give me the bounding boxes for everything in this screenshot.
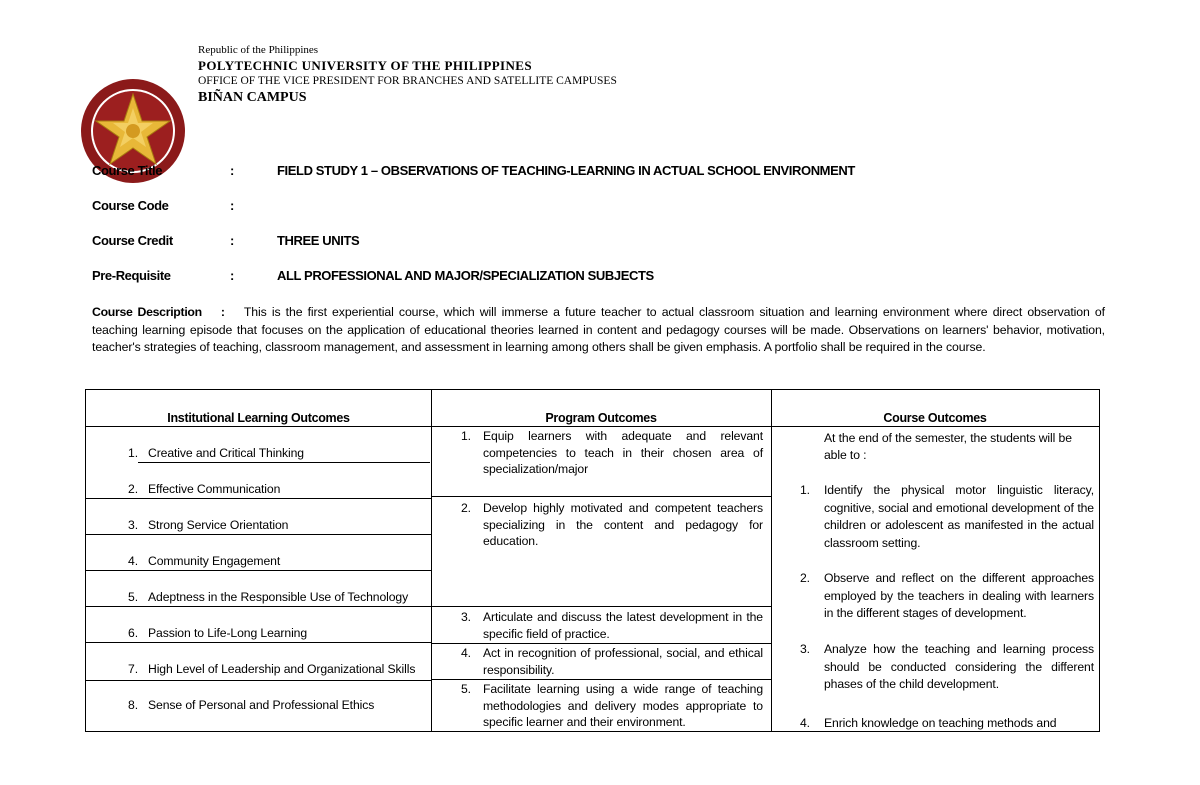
office-name: OFFICE OF THE VICE PRESIDENT FOR BRANCHES AND SATELLITE CAMPUSES <box>198 75 617 87</box>
po-item: 3. Articulate and discuss the latest development in the specific field of practice. <box>461 610 763 641</box>
letterhead <box>198 44 617 107</box>
university-name: POLYTECHNIC UNIVERSITY OF THE PHILIPPINES <box>198 58 533 73</box>
course-title-value: FIELD STUDY 1 – OBSERVATIONS OF TEACHING-LEARNING IN ACTUAL SCHOOL ENVIRONMENT <box>277 163 855 178</box>
co-intro: At the end of the semester, the students will be able to : <box>824 431 1072 462</box>
course-title-label: Course Title <box>92 163 163 178</box>
campus-name: BIÑAN CAMPUS <box>198 90 307 105</box>
colon: : <box>220 305 225 319</box>
ilo-item: 5. Adeptness in the Responsible Use of Technology <box>128 590 409 604</box>
course-code-label: Course Code <box>92 198 169 213</box>
ilo-item: 4. Community Engagement <box>128 554 281 568</box>
prerequisite-value: ALL PROFESSIONAL AND MAJOR/SPECIALIZATION SUBJECTS <box>277 268 654 283</box>
po-item: 1. Equip learners with adequate and relevant competencies to teach in their chosen area of specialization/major <box>461 429 763 476</box>
course-description-label: Course Description <box>92 305 202 319</box>
po-item: 4. Act in recognition of professional, social, and ethical responsibility. <box>461 646 763 677</box>
ilo-item: 2. Effective Communication <box>128 482 281 496</box>
course-description-text: This is the first experiential course, which will immerse a future teacher to actual classroom situation and learning environment where direct observation of teaching learning episode that focuses on the application of educational theories learned in content and pedagogy courses will be made. Observations on learners' behavior, motivation, teacher's strategies of teaching, classroom management, and assessment in learning among others shall be given emphasis. A portfolio shall be required in the course. <box>92 305 1105 354</box>
co-item: 1. Identify the physical motor linguistic literacy, cognitive, social and emotional development of the children or adolescent as manifested in the actual classroom setting. <box>800 483 1094 550</box>
co-header: Course Outcomes <box>883 411 987 425</box>
co-item: 4. Enrich knowledge on teaching methods and <box>800 716 1057 730</box>
prerequisite-label: Pre-Requisite <box>92 268 171 283</box>
po-header: Program Outcomes <box>545 411 657 425</box>
ilo-item: 3. Strong Service Orientation <box>128 518 289 532</box>
colon: : <box>230 163 234 178</box>
course-credit-label: Course Credit <box>92 233 173 248</box>
ilo-item: 8. Sense of Personal and Professional Ethics <box>128 698 375 712</box>
po-item: 5. Facilitate learning using a wide range of teaching methodologies and delivery modes appropriate to specific learner and their environment. <box>461 682 763 729</box>
course-credit-value: THREE UNITS <box>277 233 360 248</box>
po-item: 2. Develop highly motivated and competent teachers specializing in the content and pedagogy for education. <box>461 501 763 548</box>
ilo-item: 7. High Level of Leadership and Organizational Skills <box>128 662 416 676</box>
course-description <box>92 304 1105 357</box>
co-item: 2. Observe and reflect on the different approaches employed by the teachers in dealing with learners in the different stages of development. <box>800 571 1094 620</box>
ilo-item: 1. Creative and Critical Thinking <box>128 446 304 460</box>
colon: : <box>230 198 234 213</box>
co-item: 3. Analyze how the teaching and learning process should be conducted considering the different phases of the child development. <box>800 642 1094 691</box>
republic-text: Republic of the Philippines <box>198 44 319 56</box>
colon: : <box>230 268 234 283</box>
ilo-header: Institutional Learning Outcomes <box>167 411 350 425</box>
outcomes-table <box>85 389 1100 732</box>
colon: : <box>230 233 234 248</box>
ilo-item: 6. Passion to Life-Long Learning <box>128 626 308 640</box>
